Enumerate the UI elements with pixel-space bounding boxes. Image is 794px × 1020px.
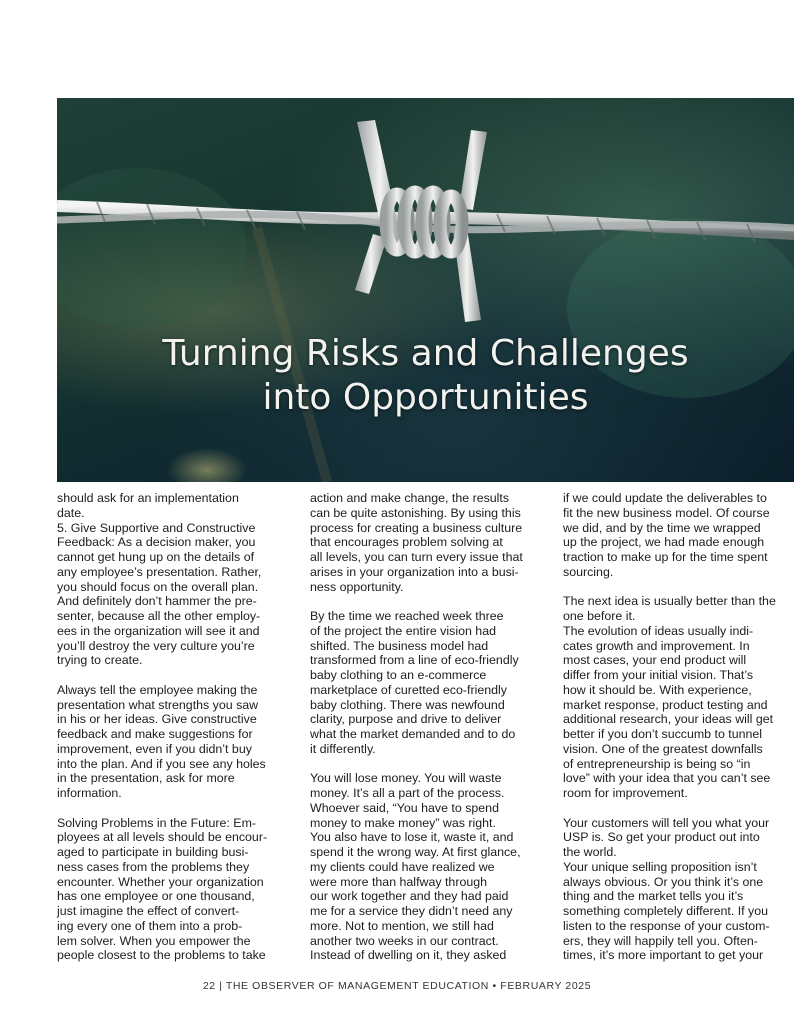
- hero-image: [57, 98, 794, 482]
- hero-title-line-1: Turning Risks and Challenges: [162, 333, 689, 374]
- article-column-1: should ask for an implementation date. 5. Give Supportive and Constructive Feedback: As a decision maker, you cannot get hung up on the details of any employee’s presentation. Rather, you should focus on the overall plan. And definitely don’t hammer the pre- senter, because all the other employ- ees in the organization will see it and you’ll destroy the very culture you’re trying to create. Always tell the employee making the presentation what strengths you saw in his or her ideas. Give constructive feedback and make suggestions for improvement, even if you didn’t buy into the plan. And if you see any holes in the presentation, ask for more information. Solving Problems in the Future: Em- ployees at all levels should be encour- aged to participate in building busi- ness cases from the problems they encounter. Whether your organization has one employee or one thousand, just imagine the effect of convert- ing every one of them into a prob- lem solver. When you empower the people closest to the problems to take: [57, 491, 268, 963]
- article-column-2: action and make change, the results can be quite astonishing. By using this process for creating a business culture that encourages problem solving at all levels, you can turn every issue that arises in your organization into a busi- ness opportunity. By the time we reached week three of the project the entire vision had shifted. The business model had transformed from a line of eco-friendly baby clothing to an e-commerce marketplace of curetted eco-friendly baby clothing. There was newfound clarity, purpose and drive to deliver what the market demanded and to do it differently. You will lose money. You will waste money. It’s all a part of the process. Whoever said, “You have to spend money to make money” was right. You also have to lose it, waste it, and spend it the wrong way. At first glance, my clients could have realized we were more than halfway through our work together and they had paid me for a service they didn’t need any more. Not to mention, we still had another two weeks in our contract. Instead of dwelling on it, they asked: [310, 491, 523, 963]
- hero-title-line-2: into Opportunities: [262, 377, 589, 418]
- barbed-wire-illustration: [57, 98, 794, 482]
- article-column-3: if we could update the deliverables to fit the new business model. Of course we did, and by the time we wrapped up the project, we had made enough traction to make up for the time spent sourcing. The next idea is usually better than the one before it. The evolution of ideas usually indi- cates growth and improvement. In most cases, your end product will differ from your initial vision. That’s how it should be. With experience, market response, product testing and additional research, your ideas will get better if you don’t succumb to tunnel vision. One of the greatest downfalls of entrepreneurship is being so “in love” with your idea that you can’t see room for improvement. Your customers will tell you what your USP is. So get your product out into the world. Your unique selling proposition isn’t always obvious. Or you think it’s one thing and the market tells you it’s something completely different. If you listen to the response of your custom- ers, they will happily tell you. Often- times, it’s more important to get your: [563, 491, 776, 963]
- hero-title: [57, 332, 794, 420]
- page-footer: 22 | THE OBSERVER OF MANAGEMENT EDUCATION • FEBRUARY 2025: [202, 980, 592, 992]
